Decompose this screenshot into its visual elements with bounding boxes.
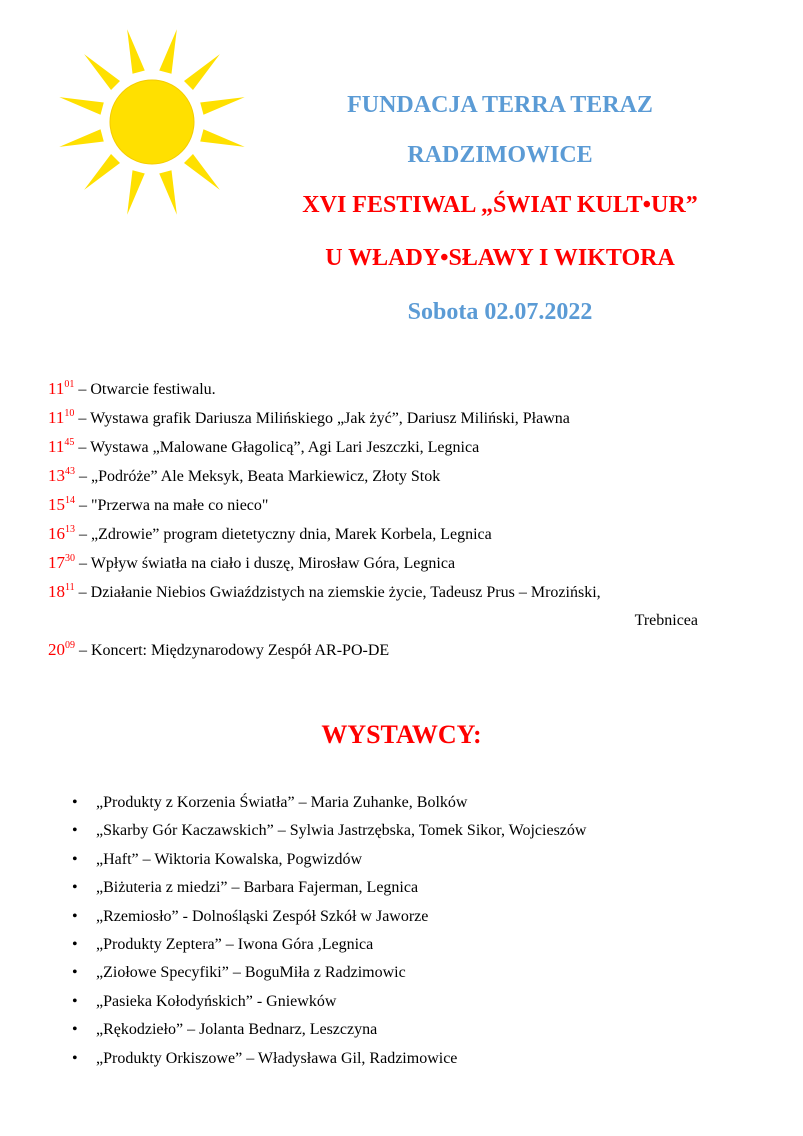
festival-title: XVI FESTIWAL „ŚWIAT KULT•UR” <box>302 192 698 218</box>
schedule-text: – "Przerwa na małe co nieco" <box>75 497 269 514</box>
schedule-text: – Wystawa „Malowane Głagolicą”, Agi Lari Jeszczki, Legnica <box>74 439 480 456</box>
schedule-text: – „Zdrowie” program dietetyczny dnia, Marek Korbela, Legnica <box>75 526 492 543</box>
exhibitor-item <box>72 959 586 987</box>
schedule-item <box>48 490 768 519</box>
schedule-item <box>48 461 768 490</box>
sun-ray <box>159 170 177 215</box>
bullet-icon: • <box>72 1049 78 1067</box>
schedule-time: $11^{01}$ <box>48 379 75 398</box>
exhibitor-text: „Pasieka Kołodyńskich” - Gniewków <box>96 992 337 1010</box>
bullet-icon: • <box>72 935 78 953</box>
exhibitor-item <box>72 988 586 1016</box>
schedule-list <box>48 374 768 664</box>
bullet-icon: • <box>72 992 78 1010</box>
exhibitor-item <box>72 1045 586 1073</box>
bullet-icon: • <box>72 964 78 982</box>
schedule-time: $20^{09}$ <box>48 640 75 659</box>
sun-ray <box>59 129 104 147</box>
sun-ray <box>159 29 177 74</box>
sun-ray <box>127 170 145 215</box>
schedule-time: $11^{45}$ <box>48 437 75 456</box>
exhibitor-item <box>72 846 586 874</box>
schedule-item <box>48 548 768 577</box>
exhibitor-text: „Skarby Gór Kaczawskich” – Sylwia Jastrzębska, Tomek Sikor, Wojcieszów <box>96 822 587 840</box>
bullet-icon: • <box>72 879 78 897</box>
schedule-item <box>48 403 768 432</box>
exhibitor-text: „Ziołowe Specyfiki” – BoguMiła z Radzimowic <box>96 964 406 982</box>
sun-ray <box>84 54 120 90</box>
schedule-item <box>48 374 768 403</box>
schedule-time: $13^{43}$ <box>48 466 75 485</box>
location-name: RADZIMOWICE <box>407 142 593 168</box>
bullet-icon: • <box>72 1021 78 1039</box>
foundation-name: FUNDACJA TERRA TERAZ <box>347 92 653 118</box>
schedule-text: – Wystawa grafik Dariusza Milińskiego „Jak żyć”, Dariusz Miliński, Pławna <box>74 410 570 427</box>
exhibitor-item <box>72 903 586 931</box>
exhibitor-item <box>72 817 586 845</box>
schedule-time: $16^{13}$ <box>48 524 75 543</box>
exhibitor-text: „Produkty Zeptera” – Iwona Góra ,Legnica <box>96 935 374 953</box>
bullet-icon: • <box>72 850 78 868</box>
exhibitor-text: „Rzemiosło” - Dolnośląski Zespół Szkół w Jaworze <box>96 907 429 925</box>
bullet-icon: • <box>72 822 78 840</box>
bullet-icon: • <box>72 794 78 811</box>
exhibitors-list <box>72 789 586 1073</box>
exhibitors-heading: WYSTAWCY: <box>321 720 482 749</box>
exhibitor-text: „Biżuteria z miedzi” – Barbara Fajerman, Legnica <box>96 879 419 897</box>
schedule-text-continuation: Trebnicea <box>634 612 698 629</box>
exhibitor-item <box>72 1016 586 1044</box>
schedule-item-continuation <box>48 606 768 635</box>
schedule-item <box>48 577 768 606</box>
schedule-time: $11^{10}$ <box>48 408 75 427</box>
exhibitor-text: „Produkty Orkiszowe” – Władysława Gil, Radzimowice <box>96 1049 458 1067</box>
sun-ray <box>127 29 145 74</box>
schedule-time: $17^{30}$ <box>48 553 75 572</box>
event-date: Sobota 02.07.2022 <box>407 299 593 325</box>
exhibitor-text: „Produkty z Korzenia Światła” – Maria Zuhanke, Bolków <box>96 794 468 811</box>
schedule-text: – Wpływ światła na ciało i duszę, Mirosław Góra, Legnica <box>75 555 456 572</box>
exhibitor-item <box>72 789 586 817</box>
sun-ray <box>59 97 104 115</box>
sun-ray <box>84 154 120 190</box>
schedule-time: $18^{11}$ <box>48 582 75 601</box>
schedule-text: – „Podróże” Ale Meksyk, Beata Markiewicz, Złoty Stok <box>75 468 441 485</box>
schedule-item <box>48 635 768 664</box>
schedule-item <box>48 519 768 548</box>
schedule-item <box>48 432 768 461</box>
hosts-line: U WŁADY•SŁAWY I WIKTORA <box>325 245 675 271</box>
exhibitor-text: „Rękodzieło” – Jolanta Bednarz, Leszczyna <box>96 1021 378 1039</box>
schedule-text: – Działanie Niebios Gwiaździstych na ziemskie życie, Tadeusz Prus – Mroziński, <box>74 584 601 601</box>
sun-ray <box>184 54 220 90</box>
schedule-time: $15^{14}$ <box>48 495 75 514</box>
exhibitor-item <box>72 931 586 959</box>
exhibitor-text: „Haft” – Wiktoria Kowalska, Pogwizdów <box>96 850 363 868</box>
schedule-text: – Koncert: Międzynarodowy Zespół AR-PO-DE <box>75 642 390 659</box>
schedule-text: – Otwarcie festiwalu. <box>74 381 216 398</box>
bullet-icon: • <box>72 907 78 925</box>
exhibitor-item <box>72 874 586 902</box>
